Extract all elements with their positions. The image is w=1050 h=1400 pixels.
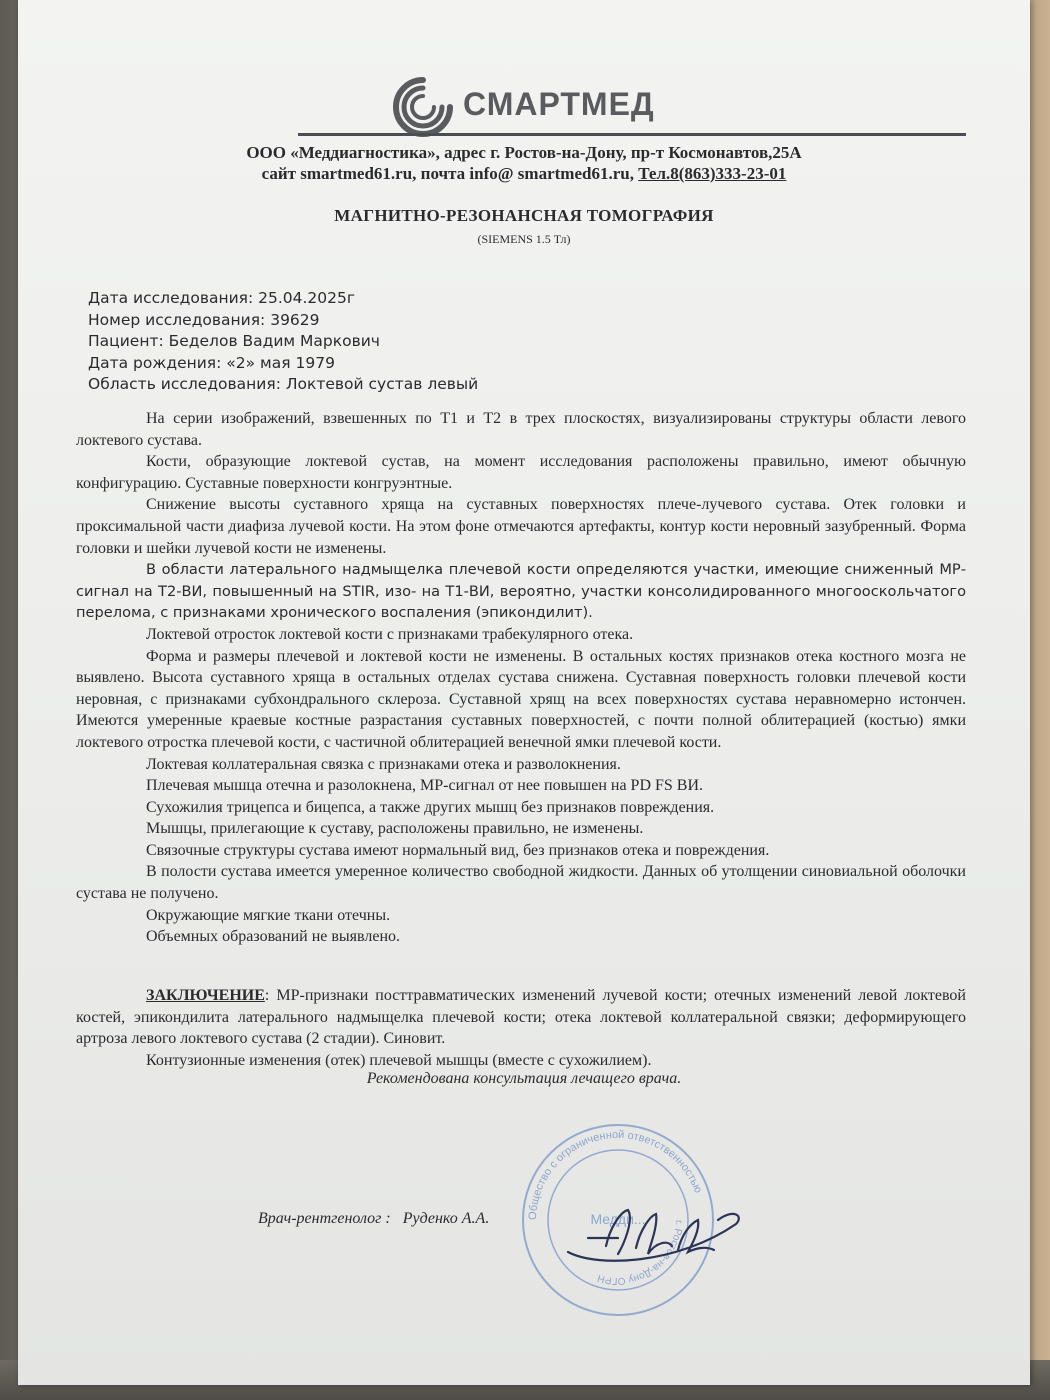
conclusion-second: Контузионные изменения (отек) плечевой мышцы (вместе с сухожилием). (146, 1051, 652, 1069)
conclusion-paragraph (76, 985, 966, 1050)
header-rule (298, 133, 966, 136)
company-logo (388, 72, 688, 142)
finding-paragraph: Локтевой отросток локтевой кости с признаками трабекулярного отека. (146, 625, 634, 643)
study-date: Дата исследования: 25.04.2025г (88, 289, 356, 307)
finding-paragraph: Мышцы, прилегающие к суставу, расположены правильно, не изменены. (146, 820, 644, 838)
finding-paragraph: В полости сустава имеется умеренное количество свободной жидкости. Данных об утолщении синовиальной оболочки сустава не получено. (76, 863, 966, 903)
stamp-center-text: Медди... (590, 1211, 646, 1227)
logo-text: СМАРТМЕД (463, 86, 655, 122)
patient-name: Пациент: Беделов Вадим Маркович (88, 332, 380, 350)
org-contacts (18, 164, 1030, 184)
finding-paragraph: На серии изображений, взвешенных по T1 и T2 в трех плоскостях, визуализированы структуры области левого локтевого сустава. (76, 410, 966, 449)
study-meta (88, 288, 478, 396)
finding-paragraph: Форма и размеры плечевой и локтевой кости не изменены. В остальных костях признаков отека костного мозга не выявлено. Высота суставного хряща в остальных отделах сустава снижена. Суставная поверхность головки плечевой кости неровная, с признаками субхондрального склероза. Суставной хрящ на всех поверхностях сустава неравномерно истончен. Имеются умеренные краевые костные разрастания суставных поверхностей, с почти полной облитерацией (костью) ямки локтевого отростка плечевой кости, с частичной облитерацией венечной ямки плечевой кости. (76, 647, 966, 751)
document-page (18, 0, 1030, 1385)
doctor-signature-line (258, 1210, 489, 1228)
document-title: МАГНИТНО-РЕЗОНАНСНАЯ ТОМОГРАФИЯ (334, 206, 714, 225)
org-address: ООО «Меддиагностика», адрес г. Ростов-на-Дону, пр-т Космонавтов,25А (246, 143, 802, 162)
conclusion-heading: ЗАКЛЮЧЕНИЕ (146, 987, 265, 1004)
doctor-name: Руденко А.А. (402, 1210, 490, 1227)
finding-paragraph: Окружающие мягкие ткани отечны. (146, 906, 391, 924)
org-phone: Тел.8(863)333-23-01 (638, 164, 787, 183)
document-subtitle: (SIEMENS 1.5 Тл) (477, 232, 571, 246)
study-area: Область исследования: Локтевой сустав левый (88, 375, 479, 393)
finding-paragraph: Сухожилия трицепса и бицепса, а также других мышц без признаков повреждения. (146, 798, 715, 816)
recommendation: Рекомендована консультация лечащего врача. (366, 1070, 682, 1087)
finding-paragraph: Кости, образующие локтевой сустав, на момент исследования расположены правильно, имеют обычную конфигурацию. Суставные поверхности конгруэнтные. (76, 453, 966, 492)
birth-date: Дата рождения: «2» мая 1979 (88, 353, 335, 372)
stamp-outer-text: Общество с ограниченной ответственностью (526, 1128, 705, 1221)
finding-paragraph: Локтевая коллатеральная связка с признаками отека и разволокнения. (146, 755, 621, 773)
findings-text (76, 408, 966, 948)
handwritten-signature (558, 1190, 748, 1280)
conclusion-text: : МР-признаки посттравматических изменений лучевой кости; отечных изменений левой локтевой костей, эпикондилита латерального надмыщелка плечевой кости; отека локтевой коллатеральной связки; деформирующего артроза левого локтевого сустава (2 стадии). Синовит. (76, 987, 966, 1048)
finding-paragraph: Плечевая мышца отечна и разолокнена, МР-сигнал от нее повышен на PD FS ВИ. (146, 777, 704, 795)
stamp-inner-text: г. Ростов-на-Дону ОГРН (596, 1219, 685, 1287)
finding-paragraph: Снижение высоты суставного хряща на суставных поверхностях плече-лучевого сустава. Отек головки и проксимальной части диафиза лучевой кости. На этом фоне отмечаются артефакты, контур кости неровный зазубренный. Форма головки и шейки лучевой кости не изменены. (76, 496, 966, 557)
conclusion-block (76, 985, 966, 1071)
org-site-email: сайт smartmed61.ru, почта info@ smartmed61.ru, (261, 164, 639, 183)
study-number: Номер исследования: 39629 (88, 310, 320, 329)
finding-paragraph: В области латерального надмыщелка плечевой кости определяются участки, имеющие сниженный МР-сигнал на Т2-ВИ, повышенный на STIR, изо- на Т1-ВИ, вероятно, участки консолидированного многооскольчатого перелома, с признаками хронического воспаления (эпикондилит). (76, 561, 966, 622)
doctor-role: Врач-рентгенолог : (258, 1210, 391, 1227)
swirl-logo-icon (388, 72, 458, 142)
finding-paragraph: Связочные структуры сустава имеют нормальный вид, без признаков отека и повреждения. (146, 841, 770, 859)
finding-paragraph: Объемных образований не выявлено. (146, 928, 401, 946)
